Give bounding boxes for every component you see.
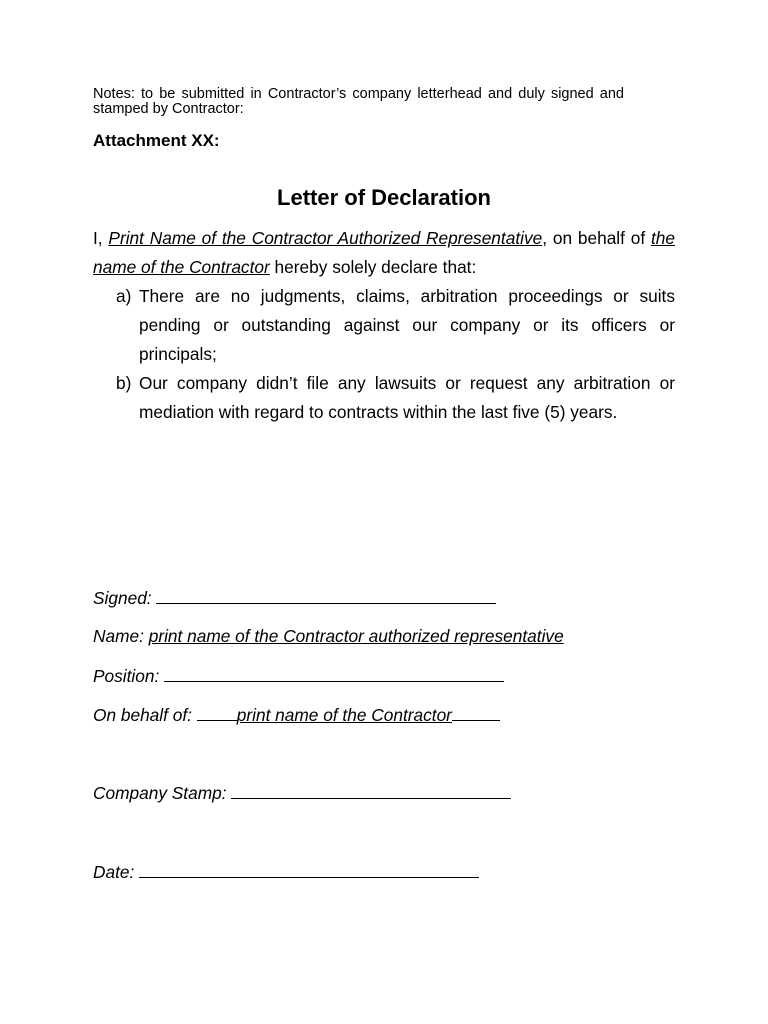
name-value: print name of the Contractor authorized representative (148, 626, 564, 646)
date-label: Date: (93, 862, 140, 882)
position-label: Position: (93, 666, 165, 686)
declaration-item (93, 282, 675, 369)
declaration-marker: b) (116, 373, 132, 393)
stamp-label: Company Stamp: (93, 783, 232, 803)
signed-label: Signed: (93, 588, 157, 608)
date-blank (139, 860, 479, 878)
declaration-text: There are no judgments, claims, arbitration proceedings or suits pending or outstanding against our company or its officers or principals; (139, 286, 675, 364)
submission-notes: Notes: to be submitted in Contractor’s company letterhead and duly signed and stamped by Contractor: (93, 86, 624, 117)
contractor-placeholder: the name of the Contractor (93, 228, 675, 277)
behalf-blank-trail (452, 703, 500, 721)
position-blank (164, 664, 504, 682)
stamp-line (93, 781, 511, 804)
behalf-line (93, 703, 500, 726)
stamp-blank (231, 781, 511, 799)
declaration-list (93, 282, 675, 427)
signed-blank (156, 586, 496, 604)
behalf-value: print name of the Contractor (236, 705, 452, 725)
declaration-intro (93, 224, 675, 282)
attachment-heading: Attachment XX: (93, 131, 220, 150)
declaration-item (93, 369, 675, 427)
declaration-marker: a) (116, 286, 132, 306)
name-line (93, 625, 564, 647)
intro-middle: , on behalf of (542, 228, 651, 248)
intro-prefix: I, (93, 228, 109, 248)
signed-line (93, 586, 496, 609)
document-title: Letter of Declaration (277, 185, 491, 210)
behalf-label: On behalf of: (93, 705, 197, 725)
name-label: Name: (93, 626, 149, 646)
declaration-text: Our company didn’t file any lawsuits or request any arbitration or mediation with regard to contracts within the last five (5) years. (139, 373, 675, 422)
intro-suffix: hereby solely declare that: (269, 257, 477, 277)
behalf-blank-lead (197, 703, 237, 721)
position-line (93, 664, 504, 687)
representative-placeholder: Print Name of the Contractor Authorized Representative (108, 228, 543, 248)
date-line (93, 860, 479, 883)
